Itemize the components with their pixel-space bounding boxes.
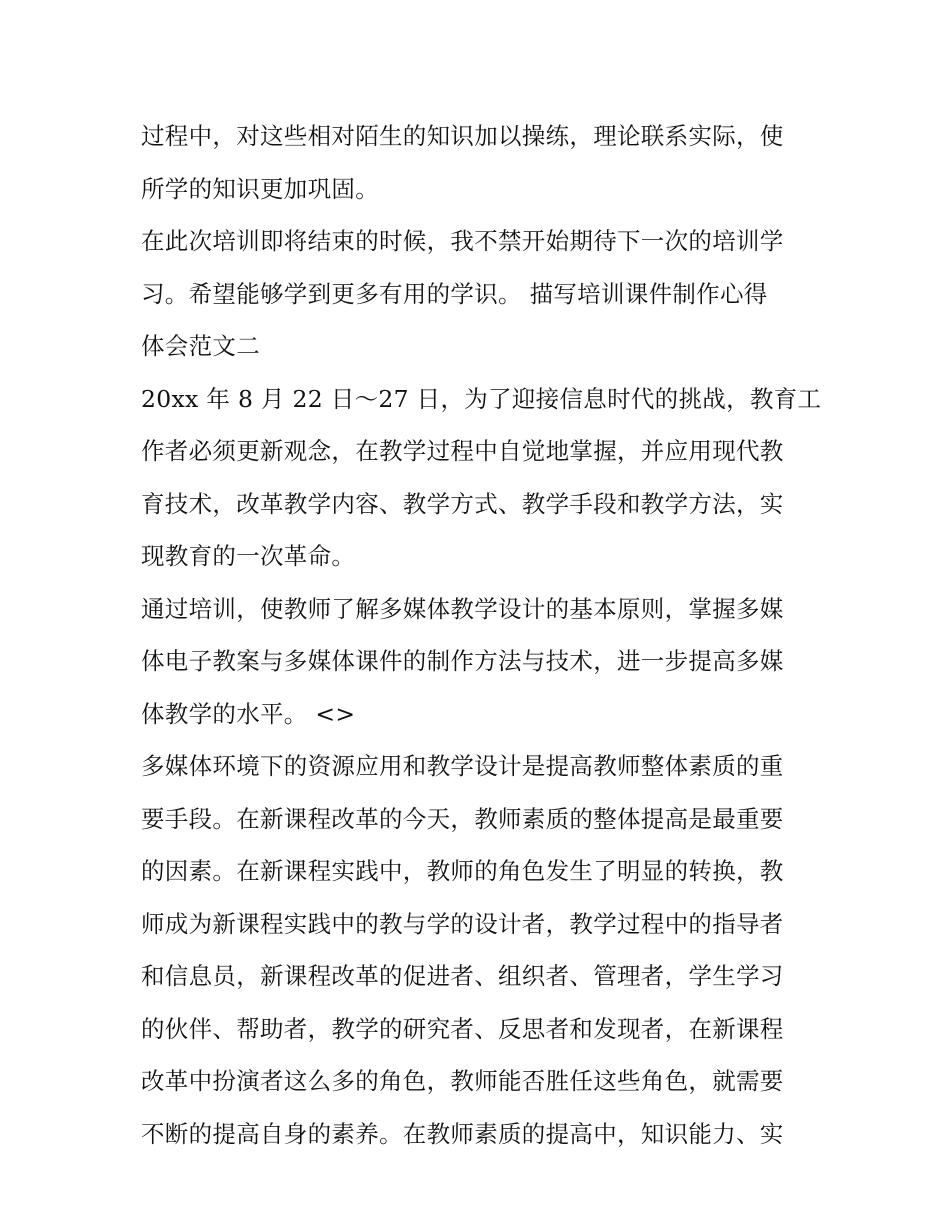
text-line: 体会范文二 [141, 332, 260, 360]
text-line: 过程中，对这些相对陌生的知识加以操练，理论联系实际，使 [141, 122, 784, 150]
text-line: 现教育的一次革命。 [141, 542, 356, 570]
text-line: 改革中扮演者这么多的角色，教师能否胜任这些角色，就需要 [141, 1067, 784, 1095]
text-line: 通过培训，使教师了解多媒体教学设计的基本原则，掌握多媒 [141, 594, 784, 623]
text-line: 的伙伴、帮助者，教学的研究者、反思者和发现者，在新课程 [141, 1014, 784, 1043]
text-line: 育技术，改革教学内容、教学方式、教学手段和教学方法，实 [141, 489, 784, 518]
body-text [141, 110, 821, 1160]
text-line: 师成为新课程实践中的教与学的设计者，教学过程中的指导者 [141, 909, 784, 938]
text-line: 所学的知识更加巩固。 [141, 174, 379, 203]
text-line: 作者必须更新观念，在教学过程中自觉地掌握，并应用现代教 [141, 437, 784, 465]
text-line: 多媒体环境下的资源应用和教学设计是提高教师整体素质的重 [141, 752, 784, 780]
text-line: 不断的提高自身的素养。在教师素质的提高中，知识能力、实 [141, 1119, 784, 1148]
text-line: 体教学的水平。 <> [141, 699, 356, 728]
text-line: 和信息员，新课程改革的促进者、组织者、管理者，学生学习 [141, 962, 784, 990]
text-line: 的因素。在新课程实践中，教师的角色发生了明显的转换，教 [141, 857, 784, 885]
text-line: 习。希望能够学到更多有用的学识。 描写培训课件制作心得 [141, 279, 768, 308]
text-line: 20xx 年 8 月 22 日～27 日，为了迎接信息时代的挑战，教育工 [141, 384, 822, 413]
text-line: 要手段。在新课程改革的今天，教师素质的整体提高是最重要 [141, 804, 784, 833]
text-line: 在此次培训即将结束的时候，我不禁开始期待下一次的培训学 [141, 227, 784, 255]
text-line: 体电子教案与多媒体课件的制作方法与技术，进一步提高多媒 [141, 647, 784, 675]
